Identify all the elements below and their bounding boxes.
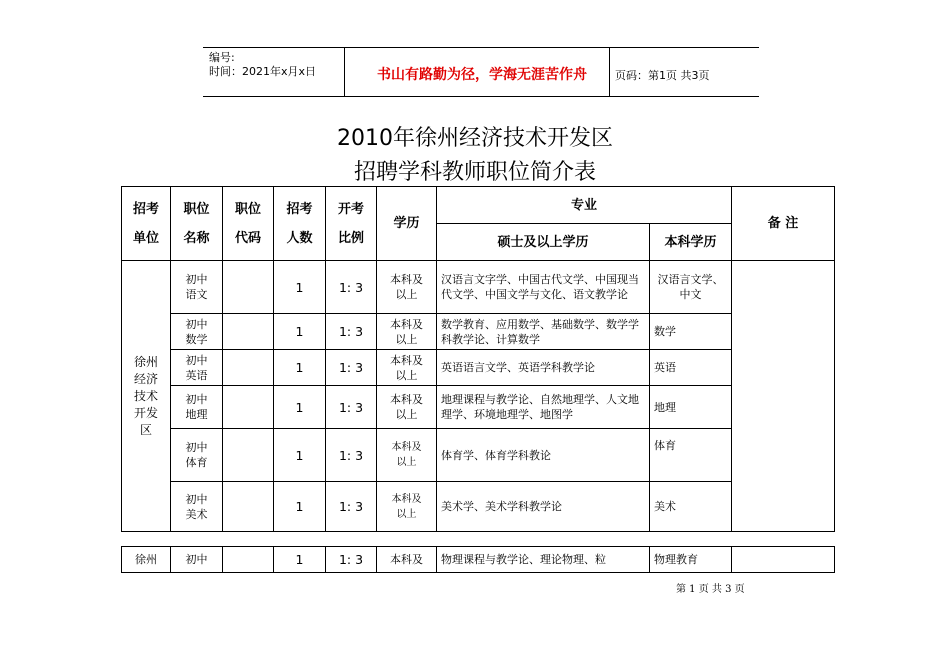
position-cell: 初中 语文 [171, 261, 223, 314]
ratio-cell: 1: 3 [326, 350, 377, 386]
col-header-code: 职位 代码 [223, 187, 274, 261]
table-row [122, 350, 835, 386]
ratio-cell: 1: 3 [326, 386, 377, 429]
code-cell [223, 547, 274, 573]
table-row [122, 314, 835, 350]
master-major-cell: 数学教育、应用数学、基础数学、数学学科教学论、计算数学 [437, 314, 650, 350]
master-major-cell: 体育学、体育学科教论 [437, 429, 650, 482]
bachelor-major-cell: 地理 [650, 386, 732, 429]
positions-table-continued [121, 546, 835, 573]
col-header-ratio: 开考 比例 [326, 187, 377, 261]
position-cell: 初中 英语 [171, 350, 223, 386]
unit-cell: 徐州 [122, 547, 171, 573]
count-cell: 1 [274, 261, 326, 314]
position-cell: 初中 [171, 547, 223, 573]
ratio-cell: 1: 3 [326, 547, 377, 573]
education-cell: 本科及 以上 [377, 482, 437, 532]
count-cell: 1 [274, 386, 326, 429]
table-row [122, 547, 835, 573]
page-header [203, 47, 759, 97]
bachelor-major-cell: 数学 [650, 314, 732, 350]
education-cell: 本科及 以上 [377, 261, 437, 314]
count-cell: 1 [274, 350, 326, 386]
code-cell [223, 482, 274, 532]
ratio-cell: 1: 3 [326, 482, 377, 532]
bachelor-major-cell: 美术 [650, 482, 732, 532]
col-header-count: 招考 人数 [274, 187, 326, 261]
count-cell: 1 [274, 547, 326, 573]
master-major-cell: 汉语言文字学、中国古代文学、中国现当代文学、中国文学与文化、语文教学论 [437, 261, 650, 314]
education-cell: 本科及 以上 [377, 386, 437, 429]
col-header-position: 职位 名称 [171, 187, 223, 261]
title-line-2: 招聘学科教师职位简介表 [353, 160, 596, 185]
code-cell [223, 314, 274, 350]
ratio-cell: 1: 3 [326, 429, 377, 482]
col-header-unit: 招考 单位 [122, 187, 171, 261]
count-cell: 1 [274, 482, 326, 532]
bachelor-major-cell: 英语 [650, 350, 732, 386]
col-header-master: 硕士及以上学历 [437, 224, 650, 261]
code-cell [223, 350, 274, 386]
header-divider [609, 48, 610, 96]
count-cell: 1 [274, 429, 326, 482]
page-info: 页码：第1页 共3页 [615, 69, 710, 82]
education-cell: 本科及 [377, 547, 437, 573]
note-cell [732, 547, 835, 573]
header-divider [344, 48, 345, 96]
education-cell: 本科及 以上 [377, 350, 437, 386]
ratio-cell: 1: 3 [326, 314, 377, 350]
education-cell: 本科及 以上 [377, 314, 437, 350]
code-cell [223, 386, 274, 429]
table-row [122, 429, 835, 482]
page-footer: 第 1 页 共 3 页 [676, 584, 745, 595]
code-cell [223, 429, 274, 482]
master-major-cell: 地理课程与教学论、自然地理学、人文地理学、环境地理学、地图学 [437, 386, 650, 429]
col-header-note: 备 注 [732, 187, 835, 261]
position-cell: 初中 美术 [171, 482, 223, 532]
position-cell: 初中 地理 [171, 386, 223, 429]
time-label: 时间：2021年x月x日 [209, 65, 317, 78]
positions-table [121, 186, 835, 532]
position-cell: 初中 体育 [171, 429, 223, 482]
title-line-1: 2010年徐州经济技术开发区 [337, 126, 613, 151]
position-cell: 初中 数学 [171, 314, 223, 350]
master-major-cell: 美术学、美术学科教学论 [437, 482, 650, 532]
bachelor-major-cell: 物理教育 [650, 547, 732, 573]
table-row [122, 261, 835, 314]
count-cell: 1 [274, 314, 326, 350]
doc-meta [209, 51, 316, 79]
col-header-bachelor: 本科学历 [650, 224, 732, 261]
col-header-education: 学历 [377, 187, 437, 261]
table-row [122, 386, 835, 429]
master-major-cell: 英语语言文学、英语学科教学论 [437, 350, 650, 386]
header-row-1 [122, 187, 835, 224]
master-major-cell: 物理课程与教学论、理论物理、粒 [437, 547, 650, 573]
col-header-major: 专业 [437, 187, 732, 224]
unit-cell: 徐州 经济 技术 开发 区 [122, 261, 171, 532]
ratio-cell: 1: 3 [326, 261, 377, 314]
education-cell: 本科及 以上 [377, 429, 437, 482]
number-label: 编号: [209, 51, 235, 64]
code-cell [223, 261, 274, 314]
motto: 书山有路勤为径，学海无涯苦作舟 [377, 67, 587, 83]
table-row [122, 482, 835, 532]
note-cell [732, 261, 835, 532]
bachelor-major-cell: 汉语言文学、中文 [650, 261, 732, 314]
bachelor-major-cell: 体育 [650, 429, 732, 482]
